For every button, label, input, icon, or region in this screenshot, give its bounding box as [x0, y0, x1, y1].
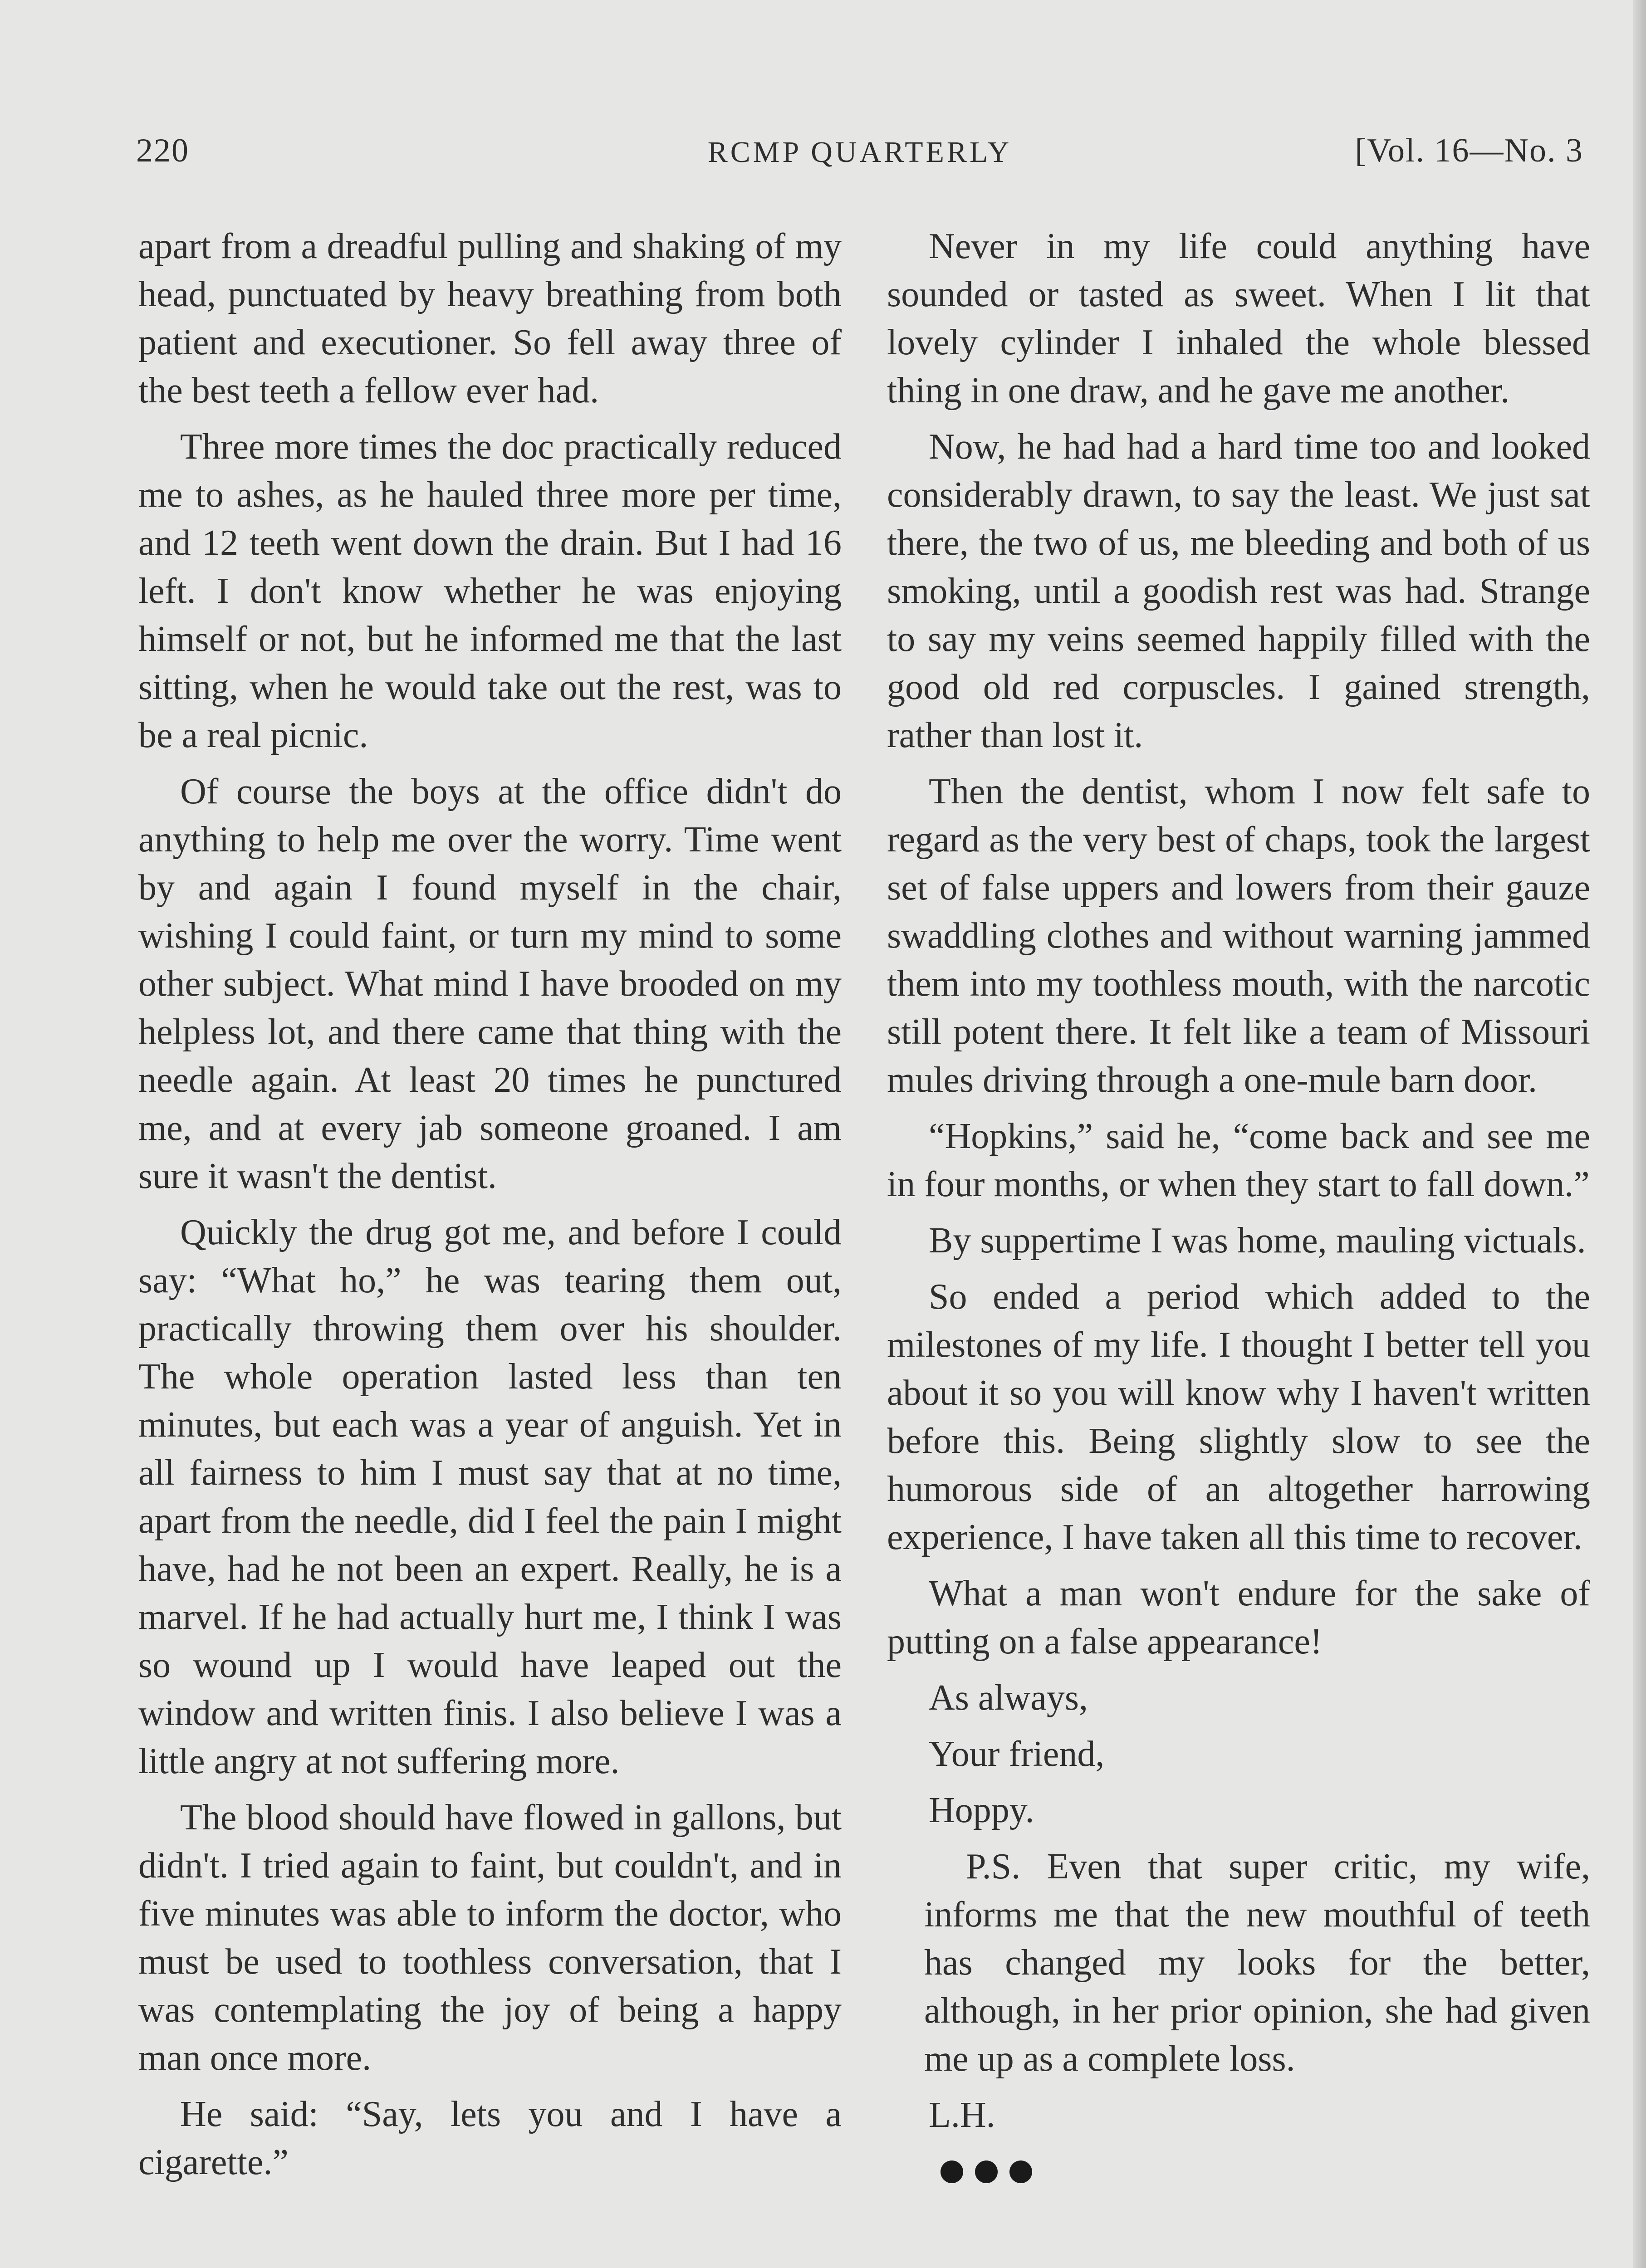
end-ornament — [887, 2147, 1590, 2195]
paragraph: “Hopkins,” said he, “come back and see me in four months, or when they start to fall down.” — [887, 1116, 1590, 1204]
dot-icon — [1009, 2160, 1032, 2183]
paragraph: apart from a dreadful pulling and shaking of my head, punctuated by heavy breathing from both patient and executioner. So fell away three of the best teeth a fellow ever had. — [138, 226, 842, 411]
running-header — [136, 132, 1583, 186]
initials: L.H. — [929, 2095, 995, 2135]
dot-icon — [941, 2160, 963, 2183]
closing-line: As always, — [929, 1678, 1088, 1718]
page-number: 220 — [136, 132, 189, 169]
paragraph: Three more times the doc practically reduced me to ashes, as he hauled three more per time, and 12 teeth went down the drain. But I had 16 left. I don't know whether he was enjoying himself or not, but he informed me that the last sitting, when he would take out the rest, was to be a real picnic. — [138, 427, 842, 755]
paragraph: The blood should have flowed in gallons, but didn't. I tried again to faint, but couldn't, and in five minutes was able to inform the doctor, who must be used to toothless conversation, that I was contemplating the joy of being a happy man once more. — [138, 1798, 842, 2078]
dot-icon — [975, 2160, 998, 2183]
right-column — [887, 222, 1590, 2204]
paragraph: By suppertime I was home, mauling victuals. — [929, 1221, 1586, 1261]
paragraph: So ended a period which added to the milestones of my life. I thought I better tell you about it so you will know why I haven't written before this. Being slightly slow to see the humorous side of an altogether harrowing experience, I have taken all this time to recover. — [887, 1277, 1590, 1557]
paragraph: What a man won't endure for the sake of putting on a false appearance! — [887, 1574, 1590, 1662]
closing-line: Your friend, — [929, 1734, 1105, 1774]
signature: Hoppy. — [929, 1790, 1034, 1830]
volume-issue: [Vol. 16—No. 3 — [1355, 132, 1583, 169]
left-column — [138, 222, 842, 2195]
paragraph: Of course the boys at the office didn't do anything to help me over the worry. Time went by and again I found myself in the chair, wishing I could faint, or turn my mind to some other subject. What mind I have brooded on my helpless lot, and there came that thing with the needle again. At least 20 times he punctured me, and at every jab someone groaned. I am sure it wasn't the dentist. — [138, 772, 842, 1196]
paragraph: He said: “Say, lets you and I have a cigarette.” — [138, 2094, 842, 2182]
paragraph: Quickly the drug got me, and before I could say: “What ho,” he was tearing them out, practically throwing them over his shoulder. The whole operation lasted less than ten minutes, but each was a year of anguish. Yet in all fairness to him I must say that at no time, apart from the needle, did I feel the pain I might have, had he not been an expert. Really, he is a marvel. If he had actually hurt me, I think I was so wound up I would have leaped out the window and written finis. I also believe I was a little angry at not suffering more. — [138, 1212, 842, 1781]
paragraph: Then the dentist, whom I now felt safe to regard as the very best of chaps, took the largest set of false uppers and lowers from their gauze swaddling clothes and without warning jammed them into my toothless mouth, with the narcotic still potent there. It felt like a team of Missouri mules driving through a one-mule barn door. — [887, 772, 1590, 1100]
page-edge-shadow — [1633, 0, 1646, 2268]
journal-title: RCMP QUARTERLY — [707, 136, 1012, 169]
paragraph: Never in my life could anything have sounded or tasted as sweet. When I lit that lovely cylinder I inhaled the whole blessed thing in one draw, and he gave me another. — [887, 226, 1590, 411]
paragraph: Now, he had had a hard time too and looked considerably drawn, to say the least. We just sat there, the two of us, me bleeding and both of us smoking, until a goodish rest was had. Strange to say my veins seemed happily filled with the good old red corpuscles. I gained strength, rather than lost it. — [887, 427, 1590, 755]
postscript: P.S. Even that super critic, my wife, informs me that the new mouthful of teeth has changed my looks for the better, although, in her prior opinion, she had given me up as a complete loss. — [924, 1847, 1590, 2079]
